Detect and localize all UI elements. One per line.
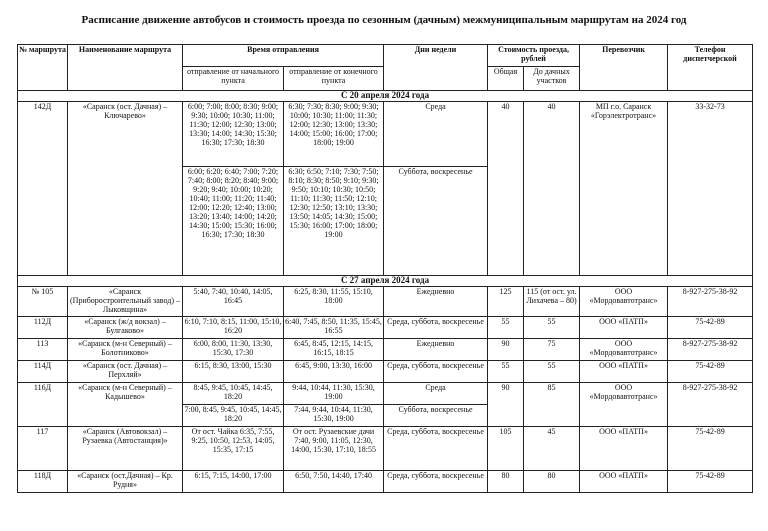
- departure-start-times: 6:00; 6:20; 6:40; 7:00; 7:20; 7:40; 8:00; 8:20; 8:40; 9:00; 9:20; 9:40; 10:00; 10:20; 10:40; 11:00; 11:20; 11:40; 12:00; 12:20; 12:40; 13:00; 13:20; 13:40; 14:00; 14:20; 14:30; 15:00; 15:30; 16:00; 16:30; 17:30; 18:30: [183, 167, 284, 276]
- weekdays: Среда: [384, 383, 488, 405]
- route-name: «Саранск (Автовокзал) – Рузаевка (Автостанция)»: [68, 427, 183, 471]
- route-name: «Саранск (ост. Дачная) – Ключарево»: [68, 102, 183, 276]
- header-route-name: Наименование маршрута: [68, 45, 183, 91]
- route-name: «Саранск (Приборостроительный завод) – Лыковщина»: [68, 287, 183, 317]
- route-number: 118Д: [18, 471, 68, 493]
- fare-dacha: 115 (от ост. ул. Лихачева – 80): [524, 287, 580, 317]
- departure-start-times: 6:15, 7:15, 14:00, 17:00: [183, 471, 284, 493]
- fare-total: 40: [488, 102, 524, 276]
- table-row: [18, 383, 753, 405]
- fare-dacha: 40: [524, 102, 580, 276]
- departure-end-times: 6:45, 8:45, 12:15, 14:15, 16:15, 18:15: [284, 339, 384, 361]
- carrier: ООО «Мордовавтотранс»: [580, 287, 668, 317]
- weekdays: Среда, суббота, воскресенье: [384, 427, 488, 471]
- fare-total: 55: [488, 317, 524, 339]
- route-name: «Саранск (ж/д вокзал) – Булгаково»: [68, 317, 183, 339]
- departure-start-times: 8:45, 9:45, 10:45, 14:45, 18:20: [183, 383, 284, 405]
- departure-end-times: 6:50, 7:50, 14:40, 17:40: [284, 471, 384, 493]
- departure-start-times: 6:00, 8:00, 11:30, 13:30, 15:30, 17:30: [183, 339, 284, 361]
- route-number: 142Д: [18, 102, 68, 276]
- table-row: [18, 339, 753, 361]
- weekdays: Среда, суббота, воскресенье: [384, 361, 488, 383]
- header-dispatcher-phone: Телефон диспетчерской: [668, 45, 753, 91]
- route-number: 112Д: [18, 317, 68, 339]
- fare-total: 55: [488, 361, 524, 383]
- dispatcher-phone: 75-42-89: [668, 361, 753, 383]
- carrier: ООО «Мордовавтотранс»: [580, 339, 668, 361]
- table-row: [18, 471, 753, 493]
- route-number: № 105: [18, 287, 68, 317]
- departure-start-times: 7:00, 8:45, 9:45, 10:45, 14:45, 18:20: [183, 405, 284, 427]
- fare-total: 125: [488, 287, 524, 317]
- header-departure-start: отправление от начального пункта: [183, 67, 284, 91]
- departure-start-times: 6:10, 7:10, 8:15, 11:00, 15:10, 16:20: [183, 317, 284, 339]
- table-row: [18, 427, 753, 471]
- weekdays: Среда: [384, 102, 488, 167]
- dispatcher-phone: 33-32-73: [668, 102, 753, 276]
- weekdays: Суббота, воскресенье: [384, 405, 488, 427]
- section-header-april-27: С 27 апреля 2024 года: [18, 276, 753, 287]
- dispatcher-phone: 8-927-275-38-92: [668, 383, 753, 427]
- header-carrier: Перевозчик: [580, 45, 668, 91]
- departure-end-times: 6:25, 8:30, 11:55, 15:10, 18:00: [284, 287, 384, 317]
- weekdays: Среда, суббота, воскресенье: [384, 317, 488, 339]
- header-fare-dacha: До дачных участков: [524, 67, 580, 91]
- document-title: Расписание движение автобусов и стоимость проезда по сезонным (дачным) межмуниципальным маршрутам на 2024 год: [81, 14, 687, 26]
- fare-dacha: 80: [524, 471, 580, 493]
- weekdays: Суббота, воскресенье: [384, 167, 488, 276]
- header-route-number: № маршрута: [18, 45, 68, 91]
- carrier: ООО «ПАТП»: [580, 427, 668, 471]
- departure-end-times: 6:30; 7:30; 8:30; 9:00; 9:30; 10:00; 10:30; 11:00; 11:30; 12:00; 12:30; 13:00; 13:30; 14:00; 15:00; 16:00; 17:00; 18:00; 19:00: [284, 102, 384, 167]
- route-number: 117: [18, 427, 68, 471]
- carrier: ООО «ПАТП»: [580, 471, 668, 493]
- departure-end-times: 6:45, 9:00, 13:30, 16:00: [284, 361, 384, 383]
- dispatcher-phone: 75-42-89: [668, 427, 753, 471]
- dispatcher-phone: 8-927-275-38-92: [668, 287, 753, 317]
- fare-dacha: 45: [524, 427, 580, 471]
- weekdays: Среда, суббота, воскресенье: [384, 471, 488, 493]
- table-row: [18, 317, 753, 339]
- header-departure-end: отправление от конечного пункта: [284, 67, 384, 91]
- carrier: МП г.о. Саранск «Горэлектротранс»: [580, 102, 668, 276]
- fare-total: 90: [488, 339, 524, 361]
- departure-end-times: От ост. Рузаевские дачи 7:40, 9:00, 11:05, 12:30, 14:00, 15:30, 17:10, 18:55: [284, 427, 384, 471]
- departure-start-times: 6:15, 8:30, 13:00, 15:30: [183, 361, 284, 383]
- fare-dacha: 55: [524, 317, 580, 339]
- route-name: «Саранск (ост.Дачная) – Кр. Рудня»: [68, 471, 183, 493]
- carrier: ООО «Мордовавтотранс»: [580, 383, 668, 427]
- departure-start-times: 6:00; 7:00; 8:00; 8:30; 9:00; 9:30; 10:00; 10:30; 11:00; 11:30; 12:00; 12:30; 13:00; 13:30; 14:00; 14:30; 15:30; 16:30; 17:30; 18:30: [183, 102, 284, 167]
- departure-start-times: От ост. Чайка 6:35, 7:55, 9:25, 10:50, 12:53, 14:05, 15:35, 17:15: [183, 427, 284, 471]
- dispatcher-phone: 75-42-89: [668, 317, 753, 339]
- header-weekdays: Дни недели: [384, 45, 488, 91]
- route-number: 113: [18, 339, 68, 361]
- table-row: [18, 102, 753, 167]
- carrier: ООО «ПАТП»: [580, 317, 668, 339]
- header-departure-time: Время отправления: [183, 45, 384, 67]
- route-name: «Саранск (ост. Дачная) – Перхляй»: [68, 361, 183, 383]
- fare-dacha: 75: [524, 339, 580, 361]
- route-name: «Саранск (м-н Северный) – Болотниково»: [68, 339, 183, 361]
- departure-end-times: 6:40, 7:45, 8:50, 11:35, 15:45, 16:55: [284, 317, 384, 339]
- route-number: 114Д: [18, 361, 68, 383]
- dispatcher-phone: 75-42-89: [668, 471, 753, 493]
- dispatcher-phone: 8-927-275-38-92: [668, 339, 753, 361]
- header-fare-total: Общая: [488, 67, 524, 91]
- departure-start-times: 5:40, 7:40, 10:40, 14:05, 16:45: [183, 287, 284, 317]
- route-name: «Саранск (м-н Северный) – Кадышево»: [68, 383, 183, 427]
- table-row: [18, 287, 753, 317]
- fare-total: 90: [488, 383, 524, 427]
- departure-end-times: 7:44, 9:44, 10:44, 11:30, 15:30, 19:00: [284, 405, 384, 427]
- departure-end-times: 6:30; 6:50; 7:10; 7:30; 7:50; 8:10; 8:30; 8:50; 9:10; 9:30; 9:50; 10:10; 10:30; 10:50; 11:10; 11:30; 11:50; 12:10; 12:30; 12:50; 13:10; 13:30; 13:50; 14:05; 14:30; 15:00; 15:30; 16:00; 17:00; 18:00; 19:00: [284, 167, 384, 276]
- fare-dacha: 85: [524, 383, 580, 427]
- table-row: [18, 361, 753, 383]
- route-number: 116Д: [18, 383, 68, 427]
- fare-total: 105: [488, 427, 524, 471]
- carrier: ООО «ПАТП»: [580, 361, 668, 383]
- weekdays: Ежедневно: [384, 339, 488, 361]
- schedule-table: [17, 44, 753, 493]
- departure-end-times: 9:44, 10:44, 11:30, 15:30, 19:00: [284, 383, 384, 405]
- fare-dacha: 55: [524, 361, 580, 383]
- section-header-april-20: С 20 апреля 2024 года: [18, 91, 753, 102]
- weekdays: Ежедневно: [384, 287, 488, 317]
- header-fare: Стоимость проезда, рублей: [488, 45, 580, 67]
- fare-total: 80: [488, 471, 524, 493]
